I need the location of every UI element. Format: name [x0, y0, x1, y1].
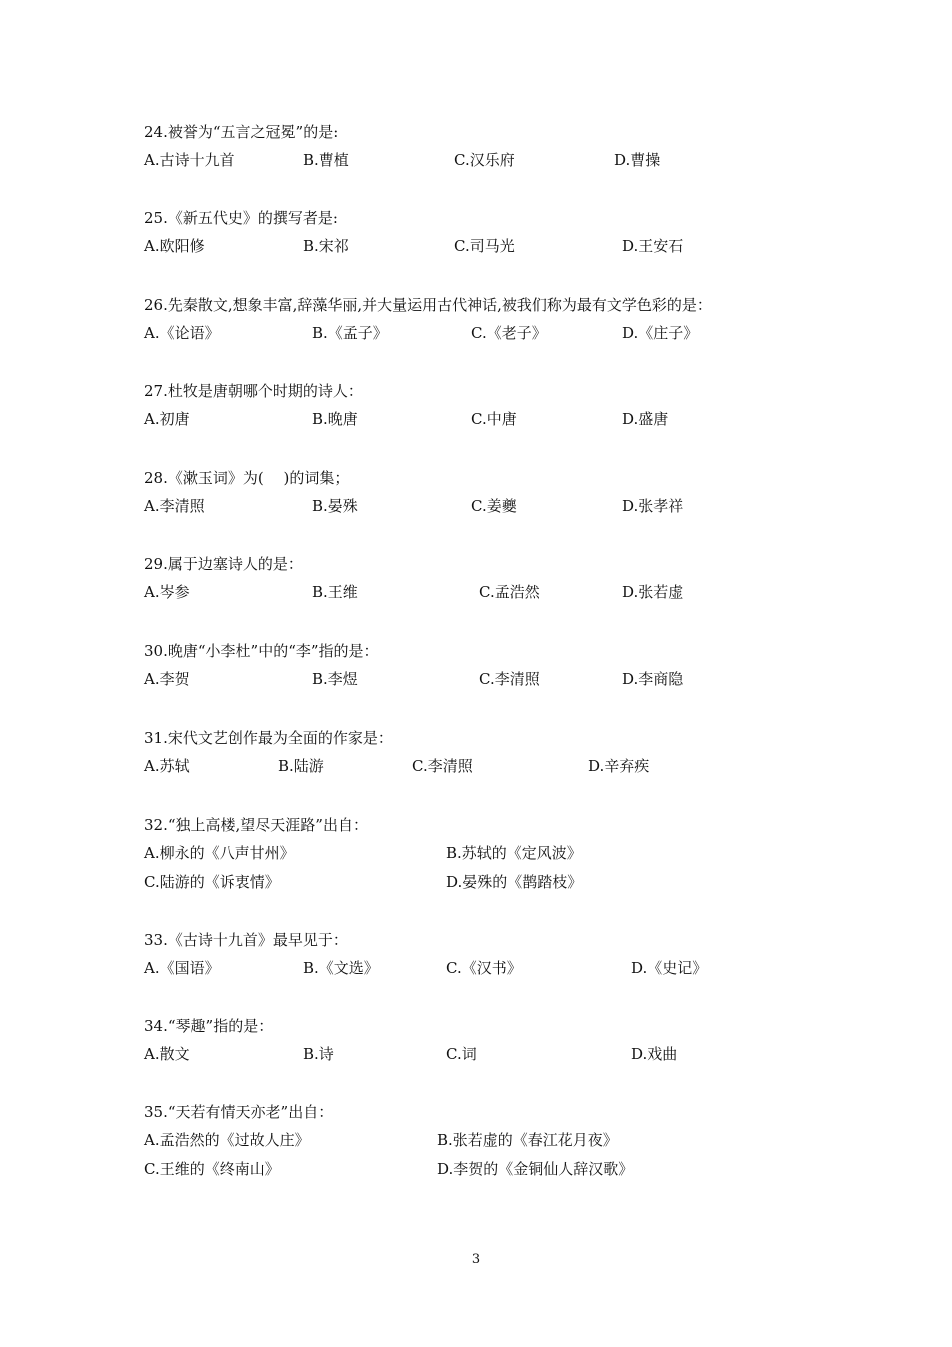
option-a: A.初唐	[144, 410, 190, 428]
option-d: D.李贺的《金铜仙人辞汉歌》	[437, 1160, 634, 1178]
question-stem: 33.《古诗十九首》最早见于：	[144, 931, 348, 949]
option-b: B.宋祁	[303, 237, 349, 255]
option-b: B.《孟子》	[312, 324, 388, 342]
question-stem: 34.“琴趣”指的是：	[144, 1017, 274, 1035]
option-d: D.辛弃疾	[588, 757, 650, 775]
option-b: B.王维	[312, 583, 358, 601]
option-a: A.散文	[144, 1045, 190, 1063]
option-a: A.《国语》	[144, 959, 220, 977]
option-b: B.苏轼的《定风波》	[446, 844, 582, 862]
option-a: A.古诗十九首	[144, 151, 235, 169]
option-c: C.姜夔	[471, 497, 517, 515]
option-a: A.李清照	[144, 497, 205, 515]
option-c: C.司马光	[454, 237, 515, 255]
option-b: B.陆游	[278, 757, 324, 775]
option-a: A.李贺	[144, 670, 190, 688]
option-c: C.汉乐府	[454, 151, 515, 169]
question-stem: 24.被誉为“五言之冠冕”的是:	[144, 123, 339, 141]
option-a: A.孟浩然的《过故人庄》	[144, 1131, 310, 1149]
option-c: C.王维的《终南山》	[144, 1160, 280, 1178]
option-b: B.诗	[303, 1045, 334, 1063]
option-b: B.《文选》	[303, 959, 379, 977]
option-d: D.曹操	[614, 151, 661, 169]
question-stem: 26.先秦散文,想象丰富,辞藻华丽,并大量运用古代神话,被我们称为最有文学色彩的是：	[144, 296, 712, 314]
question-stem: 30.晚唐“小李杜”中的“李”指的是：	[144, 642, 379, 660]
option-c: C.《老子》	[471, 324, 547, 342]
option-c: C.陆游的《诉衷情》	[144, 873, 280, 891]
option-c: C.李清照	[479, 670, 540, 688]
option-b: B.李煜	[312, 670, 358, 688]
option-c: C.词	[446, 1045, 477, 1063]
option-a: A.苏轼	[144, 757, 190, 775]
option-c: C.李清照	[412, 757, 473, 775]
option-c: C.《汉书》	[446, 959, 522, 977]
option-b: B.曹植	[303, 151, 349, 169]
option-b: B.晏殊	[312, 497, 358, 515]
option-b: B.晚唐	[312, 410, 358, 428]
option-a: A.岑参	[144, 583, 190, 601]
option-c: C.中唐	[471, 410, 517, 428]
option-d: D.张若虚	[622, 583, 684, 601]
option-d: D.戏曲	[631, 1045, 678, 1063]
option-d: D.《庄子》	[622, 324, 699, 342]
option-d: D.《史记》	[631, 959, 708, 977]
option-d: D.张孝祥	[622, 497, 684, 515]
option-a: A.欧阳修	[144, 237, 205, 255]
question-stem: 25.《新五代史》的撰写者是:	[144, 209, 338, 227]
option-a: A.《论语》	[144, 324, 220, 342]
option-b: B.张若虚的《春江花月夜》	[437, 1131, 618, 1149]
option-d: D.王安石	[622, 237, 684, 255]
question-stem: 35.“天若有情天亦老”出自：	[144, 1103, 334, 1121]
question-stem: 27.杜牧是唐朝哪个时期的诗人：	[144, 382, 363, 400]
option-c: C.孟浩然	[479, 583, 540, 601]
option-d: D.晏殊的《鹊踏枝》	[446, 873, 583, 891]
option-d: D.盛唐	[622, 410, 669, 428]
question-stem: 29.属于边塞诗人的是：	[144, 555, 303, 573]
option-d: D.李商隐	[622, 670, 684, 688]
question-stem: 28.《漱玉词》为( )的词集；	[144, 469, 350, 487]
question-stem: 31.宋代文艺创作最为全面的作家是：	[144, 729, 393, 747]
question-stem: 32.“独上高楼,望尽天涯路”出自：	[144, 816, 368, 834]
option-a: A.柳永的《八声甘州》	[144, 844, 295, 862]
page-number: 3	[471, 1252, 481, 1267]
